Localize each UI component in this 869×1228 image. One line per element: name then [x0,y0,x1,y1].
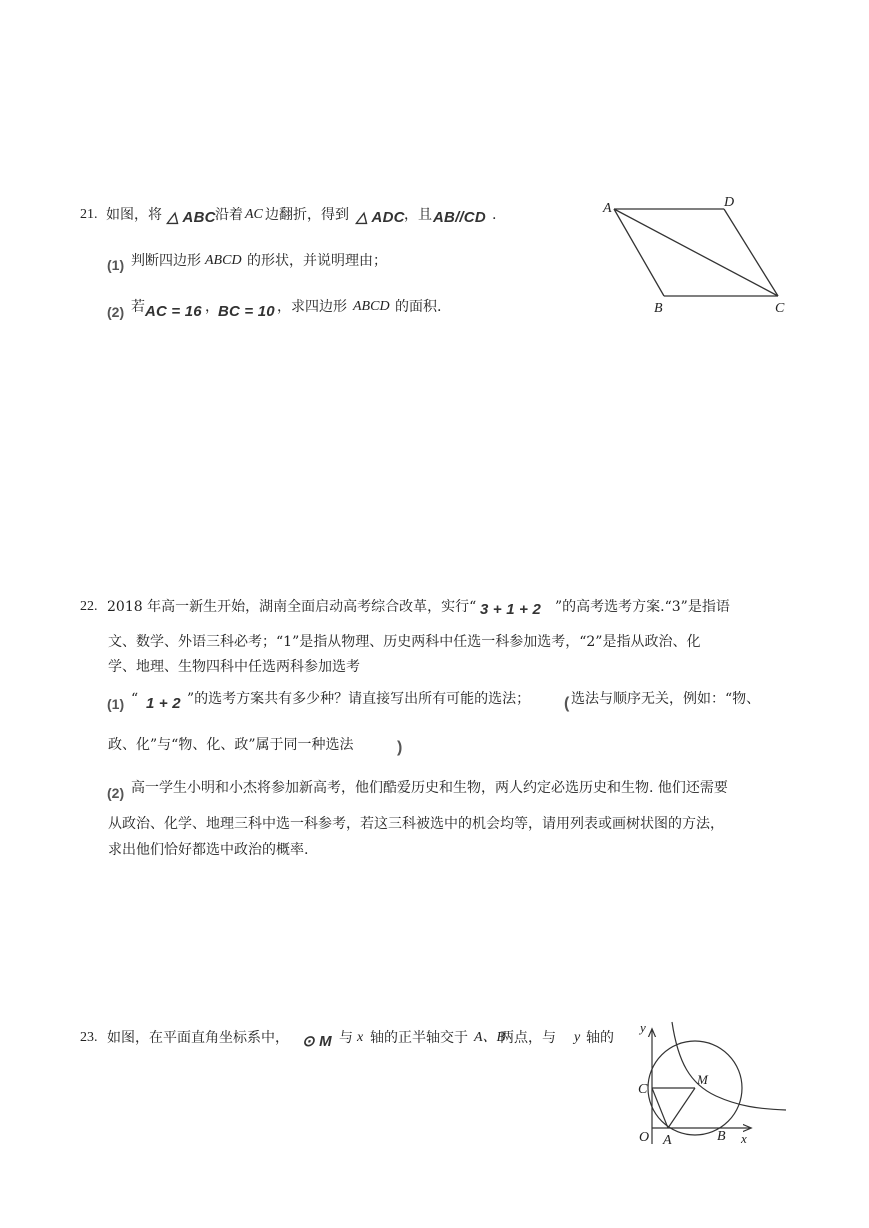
q22-part2-line1: 高一学生小明和小杰将参加新高考，他们酷爱历史和生物，两人约定必选历史和生物. 他们还需要 [131,780,728,796]
q22-line1-b: ”的高考选考方案.“3”是指语 [555,599,730,615]
q22-part1-paren-close: ) [397,739,403,756]
q21-triangle-adc: △ ADC [356,209,405,226]
q23-text-5: 轴的 [586,1030,614,1046]
q23-text-3: 轴的正半轴交于 [370,1030,468,1046]
q22-part2-line2: 从政治、化学、地理三科中选一科参考，若这三科被选中的机会均等，请用列表或画树状图的方法， [108,816,724,832]
q23-number: 23. [80,1030,98,1045]
label-d: D [724,195,735,210]
q21-part2-rest: 的面积. [395,299,442,315]
q23-y: y [574,1030,581,1045]
q23-text-2: 与 [339,1030,353,1046]
q23-x: x [357,1030,364,1045]
label-b: B [717,1129,726,1144]
label-o: O [639,1130,650,1145]
q22-part1-math: 1 + 2 [146,695,181,712]
q21-text-1: 如图，将 [106,207,162,223]
q22-part1-quote: “ [131,691,139,707]
q21-ac: AC [245,207,263,222]
q21-number: 21. [80,207,98,222]
q23-text-1: 如图，在平面直角坐标系中， [107,1030,289,1046]
q21-part1-marker: (1) [107,257,125,273]
q21-part2-ac: AC = 16 [145,303,202,320]
q21-part1-rest: 的形状，并说明理由； [247,253,387,269]
segment-ca [652,1088,668,1128]
segment-am [668,1088,695,1128]
q23-ab: A、B [474,1030,506,1045]
q22-part1-text: ”的选考方案共有多少种？请直接写出所有可能的选法； [187,691,531,707]
q21-part1-text: 判断四边形 [131,253,201,269]
q21-part2-comma: ， [205,299,219,315]
q22-part1-marker: (1) [107,696,125,712]
q22-part1-text-2: 选法与顺序无关，例如：“物、 [571,691,761,707]
q22-line2: 文、数学、外语三科必考；“1”是指从物理、历史两科中任选一科参加选考，“2”是指从政治、化 [108,634,701,650]
q21-text-2: 沿着 [215,207,243,223]
q22-line3: 学、地理、生物四科中任选两科参加选考 [108,659,360,675]
label-x: x [741,1131,747,1146]
label-b: B [654,301,663,316]
segment-dc [724,209,778,296]
parallelogram-figure [596,188,796,318]
label-a: A [603,201,612,216]
q21-part2-bc: BC = 10 [218,303,275,320]
q22-number: 22. [80,599,98,614]
q22-part2-line3: 求出他们恰好都选中政治的概率. [108,842,309,858]
q21-part2-text: ，求四边形 [277,299,347,315]
q21-part2-marker: (2) [107,304,125,320]
q22-part1-line2: 政、化”与“物、化、政”属于同一种选法 [108,737,354,753]
q21-parallel: AB//CD [433,209,486,226]
q21-part2-ruo: 若 [131,299,145,315]
q22-line1-a: 2018 年高一新生开始，湖南全面启动高考综合改革，实行“ [107,599,477,615]
q21-triangle-abc: △ ABC [167,209,216,226]
label-m: M [697,1072,708,1087]
q22-part2-marker: (2) [107,785,125,801]
q21-part2-abcd: ABCD [353,299,390,314]
q23-text-4: 两点，与 [500,1030,556,1046]
q21-text-5: . [492,207,497,223]
coordinate-figure [628,1012,793,1152]
q23-circle-m: ⊙ M [302,1033,332,1050]
label-c: C [775,301,785,316]
label-c: C [638,1082,648,1097]
q21-text-3: 边翻折，得到 [265,207,349,223]
label-a: A [663,1133,672,1148]
label-y: y [640,1020,646,1035]
q21-text-4: ，且 [404,207,432,223]
q21-part1-abcd: ABCD [205,253,242,268]
q22-line1-math: 3 + 1 + 2 [480,601,542,618]
q22-part1-paren-open: ( [564,695,570,712]
